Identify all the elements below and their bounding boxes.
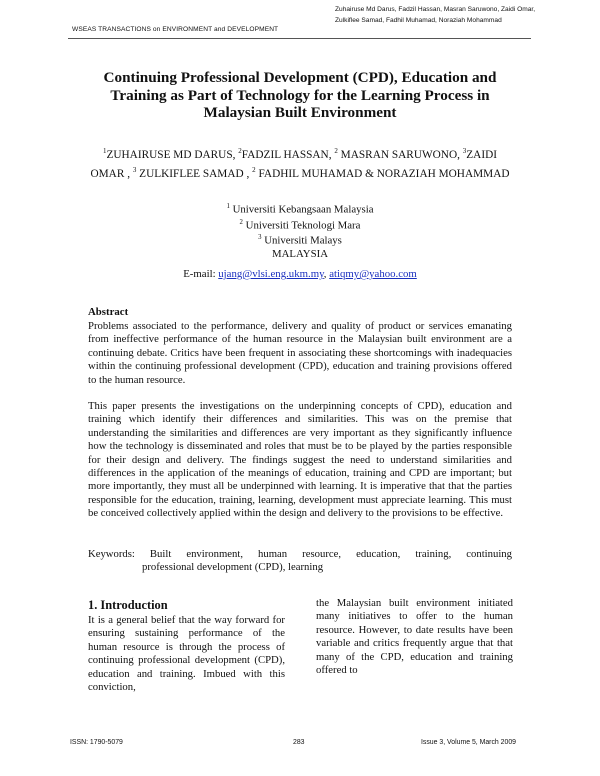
affiliation-country: MALAYSIA (272, 247, 328, 260)
footer-issue: Issue 3, Volume 5, March 2009 (421, 739, 516, 746)
running-header-authors: Zuhairuse Md Darus, Fadzil Hassan, Masran Saruwono, Zaidi Omar, Zulkiflee Samad, Fadhil Muhamad, Noraziah Mohammad (335, 6, 536, 24)
abstract-heading: Abstract (88, 306, 129, 318)
paper-title: Continuing Professional Development (CPD), Education and Training as Part of Technology for the Learning Process in Malaysian Built Environment (103, 69, 497, 122)
email-line (100, 268, 500, 280)
affiliation-line: $^3$ Universiti Malays (258, 234, 342, 247)
author-sup: 3 (132, 166, 137, 175)
keywords (88, 548, 512, 575)
author-name: ZAIDI OMAR , (90, 148, 498, 181)
intro-right-column: the Malaysian built environment initiated many initiatives to offer to the human resource. However, to date results have been variable and critics frequently argue that that many of the CPD, education and training offered to (316, 597, 513, 677)
keywords-line-1: Keywords: Built environment, human resource, education, training, continuing (88, 548, 512, 560)
author-name: FADHIL MUHAMAD & NORAZIAH MOHAMMAD (255, 168, 510, 181)
intro-left-column: It is a general belief that the way forward for ensuring sustaining performance of the human resource is through the process of continuing professional development (CPD), education and training. Imbued with this conviction, (88, 614, 285, 694)
email-label: E-mail: (183, 268, 219, 280)
footer-page-number: 283 (293, 739, 305, 746)
header-divider (68, 38, 531, 39)
affiliation-line: $^2$ Universiti Teknologi Mara (239, 218, 361, 232)
author-sup: 2 (238, 147, 242, 155)
section-heading-introduction: 1. Introduction (88, 598, 168, 612)
abstract-paragraph-2: This paper presents the investigations on the underpinning concepts of CPD), education and training which identify their differences and similarities. This was on the premise that understanding the similarities and differences are very important as they significantly influence how the technology is disseminated and roles that must be to be played by the parties responsible for their design and delivery. The findings suggest the need to understand similarities and differences in the application of the meanings of education, training and CPD are important; but more importantly, they must all be underpinned with learning. It is imperative that that the parties responsible for the education, training, learning, development must appreciate learning. This must be conceived collectively applied within the design and delivery to the provisions to be effective. (88, 400, 512, 520)
affiliations (100, 201, 500, 260)
author-sup: 1 (102, 147, 107, 155)
affiliation-line: $^1$ Universiti Kebangsaan Malaysia (226, 203, 374, 216)
keywords-line-2: professional development (CPD), learning (142, 561, 324, 574)
author-name: ZUHAIRUSE MD DARUS, (106, 148, 239, 161)
author-name: ZULKIFLEE SAMAD , (136, 168, 253, 181)
footer-issn: ISSN: 1790-5079 (70, 739, 123, 746)
author-name: MASRAN SARUWONO, (337, 148, 463, 161)
author-sup: 3 (462, 147, 467, 155)
author-sup: 2 (334, 147, 338, 155)
author-name: FADZIL HASSAN, (241, 148, 335, 161)
author-sup: 2 (252, 166, 256, 175)
author-list (88, 144, 512, 183)
email-link-2[interactable]: atiqmy@yahoo.com (329, 268, 417, 280)
running-header-journal: WSEAS TRANSACTIONS on ENVIRONMENT and DEVELOPMENT (72, 26, 279, 33)
email-link-1[interactable]: ujang@vlsi.eng.ukm.my (218, 268, 324, 280)
email-separator: , (323, 268, 330, 280)
abstract-paragraph-1: Problems associated to the performance, delivery and quality of product or services emanating from ineffective performance of the human resource in the Malaysian built environment are a continuing debate. Critics have been frequent in associating these shortcomings with inadequacies within the continuing professional development (CPD), education and training provisions offered to the human resource. (88, 320, 512, 386)
